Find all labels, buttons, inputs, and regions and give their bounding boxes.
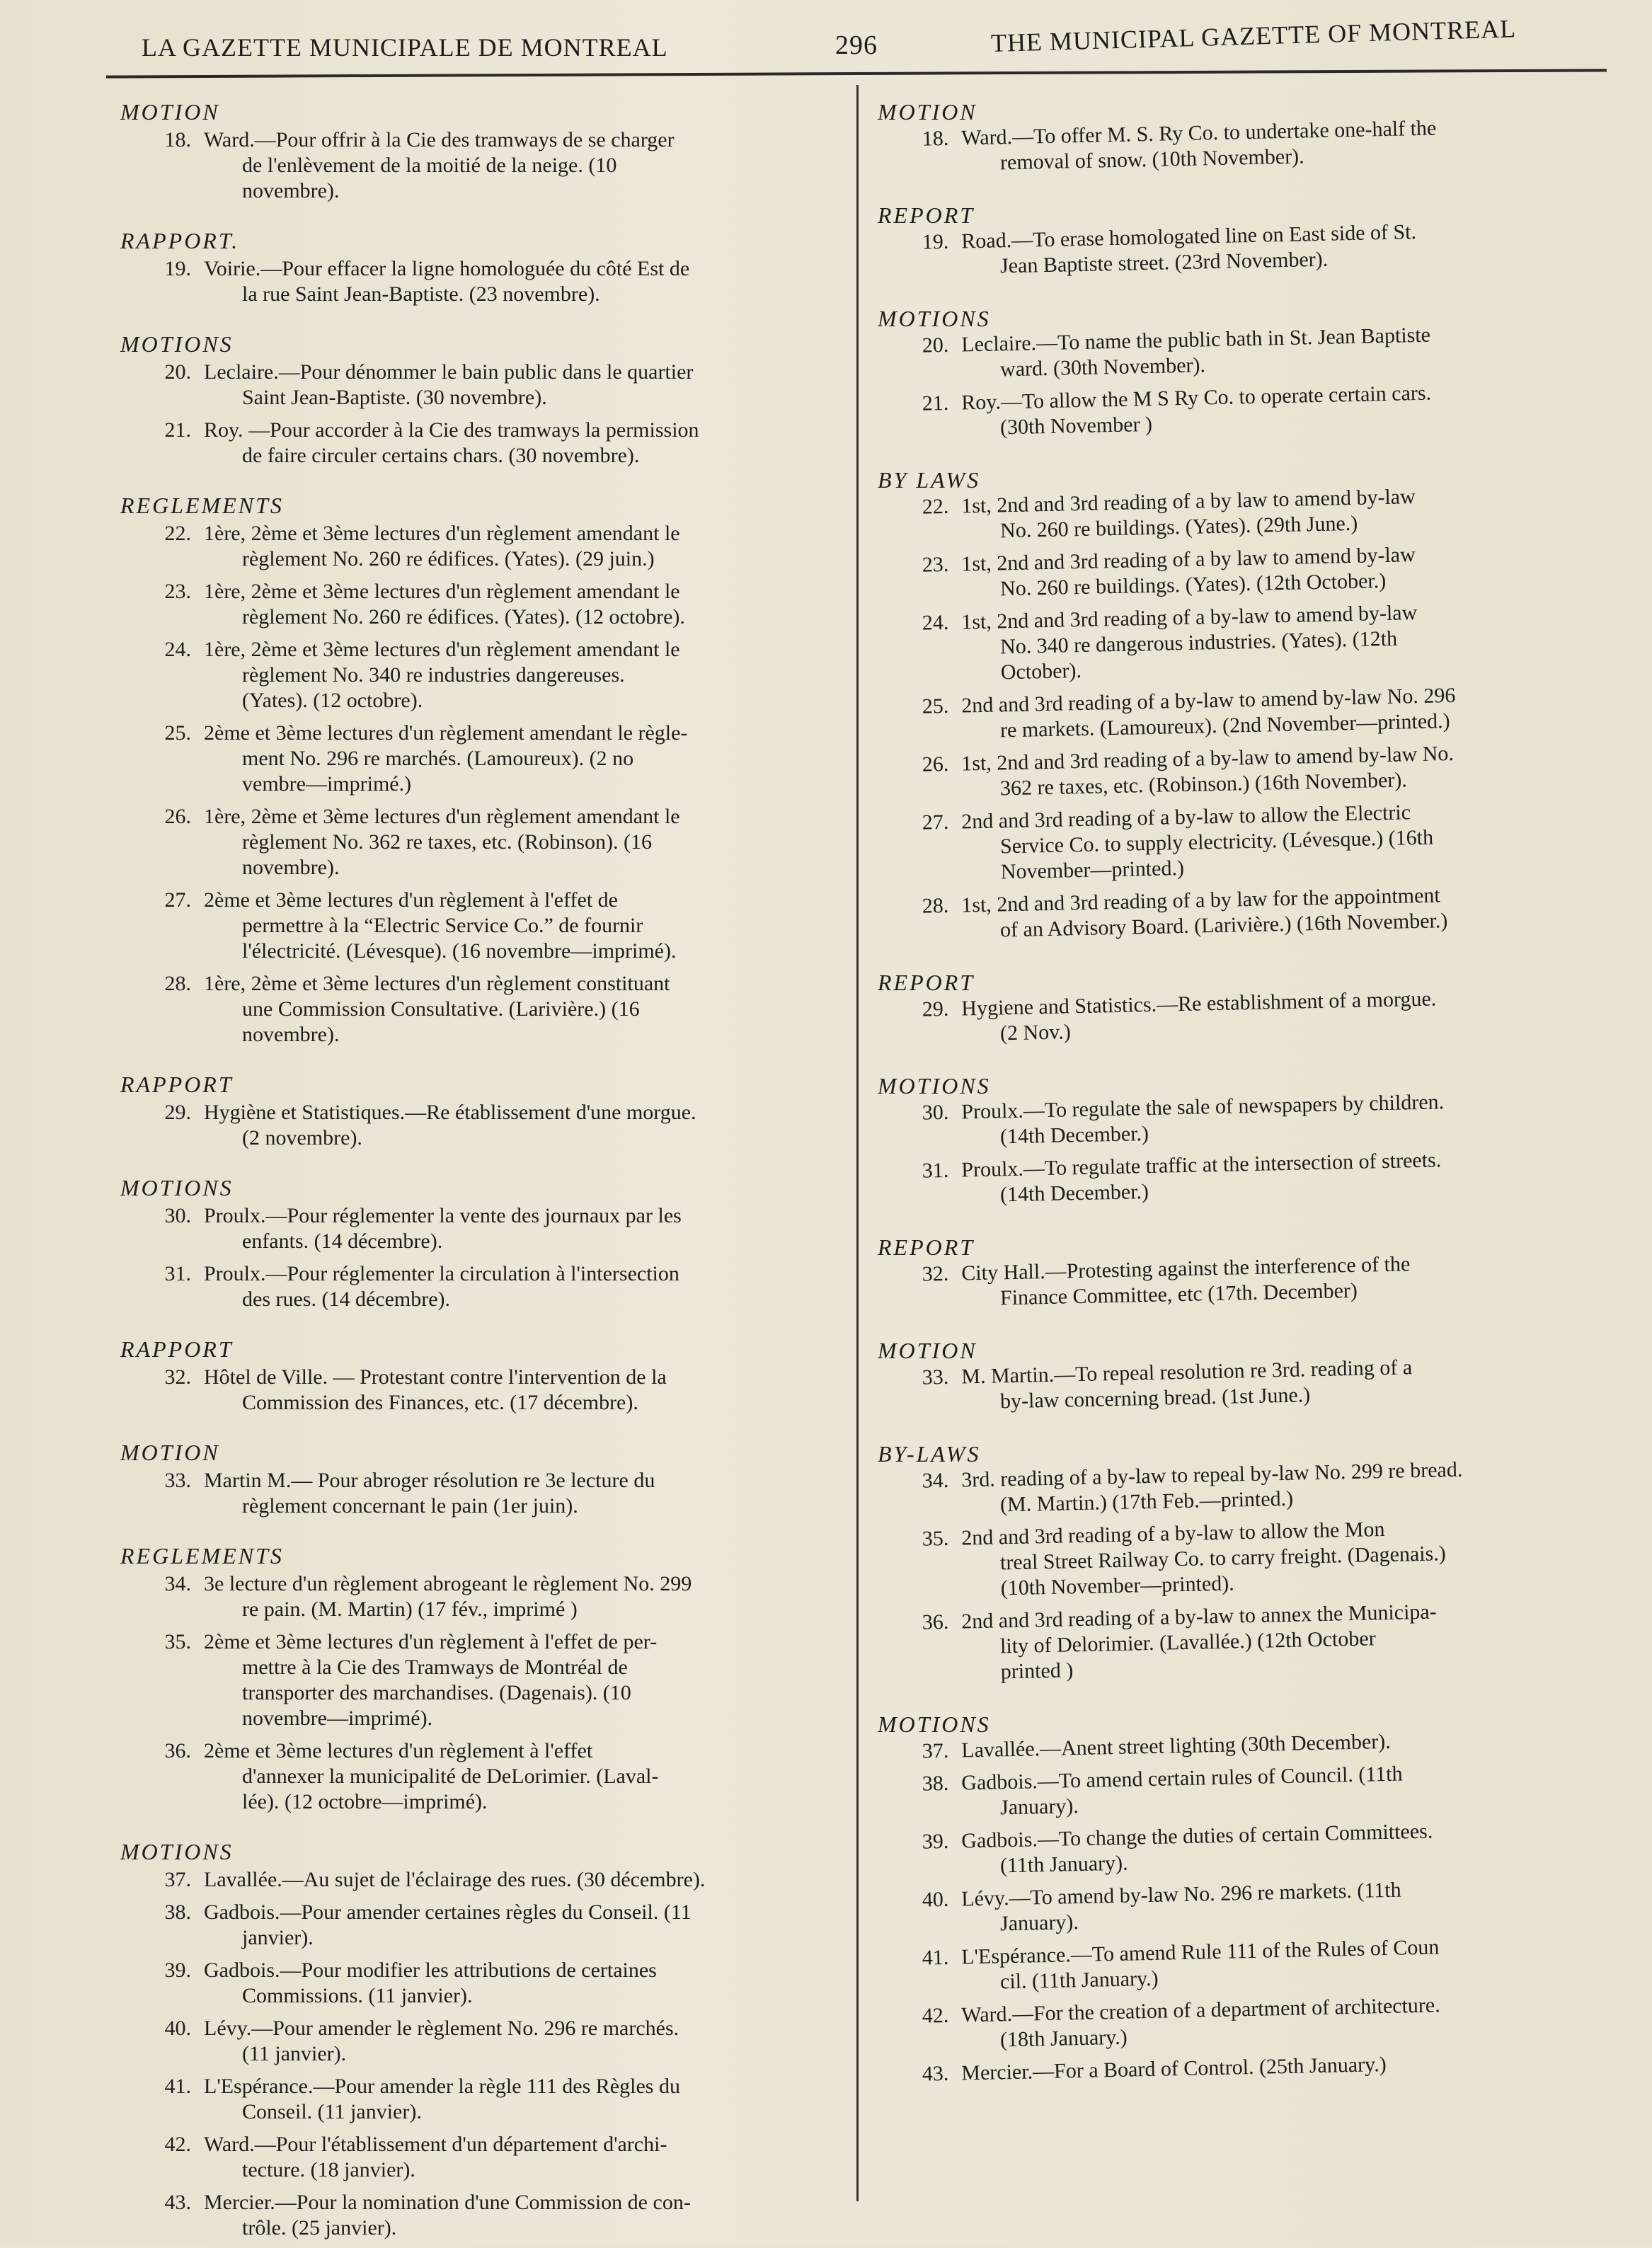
agenda-item (878, 597, 1587, 688)
item-number: 43. (922, 2061, 949, 2086)
item-number: 21. (922, 391, 949, 415)
item-number: 33. (922, 1365, 949, 1389)
item-line: vembre—imprimé.) (242, 772, 412, 796)
item-text (204, 721, 849, 797)
item-text (204, 1571, 849, 1622)
item-line: printed ) (1000, 1658, 1074, 1684)
item-line: November—printed.) (1000, 856, 1185, 884)
item-text (204, 637, 849, 713)
item-number: 36. (922, 1610, 949, 1634)
item-text (204, 521, 849, 572)
item-line: une Commission Consultative. (Larivière.) (16 (242, 997, 640, 1021)
item-line: ment No. 296 re marchés. (Lamoureux). (2 no (242, 747, 634, 770)
section-heading: MOTIONS (878, 1073, 991, 1099)
item-line: (2 Nov.) (999, 1020, 1072, 1045)
section-heading: MOTION (120, 99, 220, 125)
item-number: 24. (164, 638, 191, 661)
agenda-item (120, 256, 849, 307)
item-line: Jean Baptiste street. (23rd November). (999, 247, 1329, 278)
item-number: 19. (164, 257, 191, 280)
item-line: règlement concernant le pain (1er juin). (242, 1494, 578, 1518)
item-number: 29. (164, 1101, 191, 1124)
section-heading: MOTIONS (878, 306, 991, 331)
item-line: Gadbois.—To change the duties of certain Committees. (960, 1819, 1433, 1853)
agenda-item (878, 1874, 1586, 1939)
section-heading: REGLEMENTS (120, 493, 284, 518)
english-column (878, 99, 1585, 2095)
item-number: 20. (164, 360, 191, 384)
item-line: lée). (12 octobre—imprimé). (242, 1790, 488, 1813)
item-text (204, 1468, 849, 1519)
item-line: City Hall.—Protesting against the interference of the (960, 1252, 1411, 1285)
item-line: Service Co. to supply electricity. (Lévesque.) (16th (999, 825, 1434, 859)
item-text (204, 1203, 849, 1254)
item-line: January). (999, 1910, 1079, 1936)
item-number: 34. (922, 1468, 949, 1493)
item-line: 2nd and 3rd reading of a by-law to allow the Mon (960, 1518, 1385, 1550)
item-line: Saint Jean-Baptiste. (30 novembre). (242, 386, 547, 409)
agenda-item (120, 637, 849, 713)
item-number: 22. (164, 522, 191, 545)
section-heading: REPORT (878, 1234, 975, 1260)
item-text (204, 1100, 849, 1151)
item-line: ward. (30th November). (999, 353, 1206, 382)
agenda-item (120, 1867, 849, 1893)
item-line: (11th January). (999, 1851, 1128, 1878)
item-line: 1ère, 2ème et 3ème lectures d'un règlement amendant le (204, 638, 680, 661)
page-number: 296 (835, 30, 878, 60)
item-line: règlement No. 362 re taxes, etc. (Robinson). (16 (242, 830, 653, 854)
item-line: 2ème et 3ème lectures d'un règlement à l'effet de (204, 888, 618, 912)
column-divider (856, 85, 859, 2201)
item-line: Mercier.—Pour la nomination d'une Commission de con- (204, 2191, 691, 2214)
agenda-item (120, 2016, 849, 2067)
item-line: Gadbois.—To amend certain rules of Council. (11th (960, 1762, 1403, 1795)
item-text (961, 539, 1586, 602)
item-text (204, 2074, 849, 2125)
section-heading: REGLEMENTS (120, 1543, 284, 1569)
item-text (204, 418, 849, 469)
agenda-item (878, 1596, 1587, 1687)
item-line: novembre). (242, 179, 340, 202)
item-line: Hygiene and Statistics.—Re establishment of a morgue. (960, 987, 1437, 1021)
item-line: 1st, 2nd and 3rd reading of a by law for the appointment (960, 883, 1441, 917)
item-text (204, 1958, 849, 2009)
item-line: October). (1000, 658, 1082, 684)
agenda-item (120, 2190, 849, 2241)
item-number: 41. (164, 2075, 191, 2098)
section-heading: REPORT (878, 970, 975, 995)
item-line: (11 janvier). (242, 2042, 347, 2065)
item-text (204, 1365, 849, 1416)
item-line: L'Espérance.—Pour amender la règle 111 des Règles du (204, 2075, 680, 2098)
section-heading: MOTIONS (878, 1711, 991, 1737)
item-line: la rue Saint Jean-Baptiste. (23 novembre). (242, 282, 600, 306)
section-heading: RAPPORT (120, 1336, 234, 1362)
item-line: 3e lecture d'un règlement abrogeant le règlement No. 299 (204, 1572, 692, 1595)
agenda-item (120, 1100, 849, 1151)
item-text (204, 360, 849, 411)
section-heading: RAPPORT. (120, 228, 240, 253)
item-line: 1ère, 2ème et 3ème lectures d'un règlement constituant (204, 972, 670, 995)
item-line: (Yates). (12 octobre). (242, 689, 423, 712)
agenda-item (120, 1900, 849, 1951)
section-heading: BY-LAWS (878, 1441, 981, 1467)
item-line: Hygiène et Statistiques.—Re établissement d'une morgue. (204, 1101, 696, 1124)
item-line: Lévy.—To amend by-law No. 296 re markets. (11th (960, 1878, 1401, 1911)
item-number: 28. (922, 893, 949, 918)
item-line: 2nd and 3rd reading of a by-law to allow the Electric (960, 801, 1411, 834)
item-text (204, 1738, 849, 1815)
agenda-item (878, 1757, 1586, 1823)
item-number: 30. (164, 1204, 191, 1227)
section-heading: REPORT (878, 202, 975, 228)
item-line: novembre). (242, 856, 340, 879)
item-text (204, 1261, 849, 1312)
item-text (961, 1513, 1587, 1602)
item-text (204, 888, 849, 964)
header-title-french: LA GAZETTE MUNICIPALE DE MONTREAL (142, 33, 668, 62)
item-number: 39. (164, 1959, 191, 1982)
item-line: 1ère, 2ème et 3ème lectures d'un règlement amendant le (204, 805, 680, 828)
item-line: removal of snow. (10th November). (999, 144, 1304, 175)
item-number: 36. (164, 1739, 191, 1762)
item-text (204, 2190, 849, 2241)
agenda-item (120, 1468, 849, 1519)
item-text (961, 2048, 1586, 2086)
item-number: 42. (922, 2003, 949, 2028)
item-number: 41. (922, 1945, 949, 1970)
item-text (961, 1990, 1586, 2053)
item-number: 40. (164, 2017, 191, 2040)
item-line: Hôtel de Ville. — Protestant contre l'intervention de la (204, 1365, 667, 1389)
item-number: 38. (164, 1900, 191, 1924)
item-line: Gadbois.—Pour modifier les attributions de certaines (204, 1959, 657, 1982)
item-number: 35. (164, 1630, 191, 1653)
item-line: No. 260 re buildings. (Yates). (12th October.) (999, 568, 1387, 601)
agenda-item (878, 738, 1586, 804)
item-number: 20. (922, 333, 949, 357)
agenda-item (120, 418, 849, 469)
item-number: 32. (922, 1261, 949, 1286)
item-line: Conseil. (11 janvier). (242, 2100, 422, 2123)
item-line: (30th November ) (999, 412, 1153, 440)
section-heading: MOTION (120, 1440, 220, 1465)
item-number: 32. (164, 1365, 191, 1389)
item-line: novembre—imprimé). (242, 1707, 433, 1730)
item-line: 1ère, 2ème et 3ème lectures d'un règlement amendant le (204, 522, 680, 545)
item-line: règlement No. 340 re industries dangereuses. (242, 663, 625, 687)
agenda-item (878, 1932, 1586, 1997)
item-line: Lévy.—Pour amender le règlement No. 296 re marchés. (204, 2017, 679, 2040)
item-number: 40. (922, 1887, 949, 1912)
agenda-item (878, 2048, 1586, 2088)
item-number: 24. (922, 610, 949, 635)
item-line: 1ère, 2ème et 3ème lectures d'un règlement amendant le (204, 580, 680, 603)
item-number: 26. (164, 805, 191, 828)
item-line: de faire circuler certains chars. (30 novembre). (242, 444, 640, 467)
item-number: 22. (922, 494, 949, 519)
item-text (204, 579, 849, 630)
item-line: novembre). (242, 1023, 340, 1046)
item-line: Leclaire.—To name the public bath in St. Jean Baptiste (960, 323, 1431, 357)
item-line: No. 340 re dangerous industries. (Yates). (12th (999, 626, 1398, 659)
item-line: janvier). (242, 1926, 314, 1949)
agenda-item (878, 880, 1586, 946)
item-text (204, 2016, 849, 2067)
agenda-item (878, 1816, 1586, 1881)
agenda-item (120, 521, 849, 572)
agenda-item (120, 2074, 849, 2125)
french-column (120, 99, 849, 2248)
item-line: Proulx.—Pour réglementer la vente des journaux par les (204, 1204, 682, 1227)
item-text (204, 804, 849, 881)
agenda-item (878, 796, 1587, 888)
item-line: 1st, 2nd and 3rd reading of a by-law to amend by-law No. (960, 741, 1455, 776)
item-text (961, 796, 1587, 885)
item-line: 1st, 2nd and 3rd reading of a by law to amend by-law (960, 485, 1416, 518)
item-number: 37. (922, 1738, 949, 1763)
item-number: 29. (922, 997, 949, 1021)
item-number: 18. (164, 128, 191, 151)
item-number: 37. (164, 1868, 191, 1891)
item-number: 38. (922, 1771, 949, 1796)
item-line: 2nd and 3rd reading of a by-law to annex the Municipa- (960, 1600, 1438, 1634)
item-number: 21. (164, 418, 191, 442)
item-line: Proulx.—To regulate traffic at the intersection of streets. (960, 1148, 1442, 1182)
item-number: 23. (922, 552, 949, 577)
agenda-item (120, 1261, 849, 1312)
item-line: Commissions. (11 janvier). (242, 1984, 473, 2007)
item-line: Ward.—To offer M. S. Ry Co. to undertake one-half the (960, 116, 1437, 150)
item-line: (14th December.) (999, 1179, 1149, 1207)
item-text (961, 1874, 1586, 1937)
item-line: Roy. —Pour accorder à la Cie des tramways la permission (204, 418, 699, 442)
item-text (204, 256, 849, 307)
agenda-item (120, 721, 849, 797)
item-text (204, 127, 849, 204)
item-number: 25. (164, 721, 191, 745)
item-line: de l'enlèvement de la moitié de la neige. (10 (242, 154, 617, 177)
item-number: 18. (922, 126, 949, 151)
item-number: 28. (164, 972, 191, 995)
item-line: cil. (11th January.) (999, 1966, 1159, 1994)
agenda-item (120, 127, 849, 204)
item-line: transporter des marchandises. (Dagenais). (10 (242, 1681, 631, 1704)
agenda-item (120, 1738, 849, 1815)
item-text (204, 1629, 849, 1731)
item-number: 25. (922, 694, 949, 718)
item-line: Lavallée.—Au sujet de l'éclairage des rues. (30 décembre). (204, 1868, 706, 1891)
item-line: 3rd. reading of a by-law to repeal by-law No. 299 re bread. (960, 1457, 1463, 1492)
item-line: 2ème et 3ème lectures d'un règlement à l'effet de per- (204, 1630, 658, 1653)
item-text (961, 738, 1586, 802)
item-line: tecture. (18 janvier). (242, 2158, 415, 2181)
agenda-item (120, 1629, 849, 1731)
item-line: Ward.—Pour l'établissement d'un département d'archi- (204, 2133, 667, 2156)
item-line: Leclaire.—Pour dénommer le bain public dans le quartier (204, 360, 694, 384)
item-line: règlement No. 260 re édifices. (Yates). (29 juin.) (242, 547, 655, 570)
item-number: 31. (164, 1262, 191, 1285)
section-heading: MOTIONS (120, 331, 234, 357)
item-text (961, 680, 1586, 744)
item-line: permettre à la “Electric Service Co.” de fournir (242, 914, 643, 937)
item-line: trôle. (25 janvier). (242, 2216, 397, 2240)
item-number: 42. (164, 2133, 191, 2156)
item-number: 19. (922, 229, 949, 254)
item-text (961, 597, 1587, 686)
item-line: (M. Martin.) (17th Feb.—printed.) (999, 1486, 1294, 1517)
agenda-item (120, 1203, 849, 1254)
item-line: Gadbois.—Pour amender certaines règles du Conseil. (11 (204, 1900, 692, 1924)
agenda-item (120, 804, 849, 881)
item-line: Mercier.—For a Board of Control. (25th January.) (960, 2052, 1387, 2085)
page-header (142, 14, 1571, 68)
header-title-english: THE MUNICIPAL GAZETTE OF MONTREAL (990, 14, 1517, 57)
item-number: 30. (922, 1100, 949, 1125)
item-text (204, 2132, 849, 2183)
item-number: 34. (164, 1572, 191, 1595)
item-line: Lavallée.—Anent street lighting (30th December). (960, 1729, 1392, 1762)
item-line: d'annexer la municipalité de DeLorimier. (Laval- (242, 1765, 659, 1788)
item-line: 362 re taxes, etc. (Robinson.) (16th November). (999, 768, 1408, 801)
item-line: (10th November—printed). (1000, 1571, 1235, 1600)
agenda-item (878, 539, 1586, 604)
agenda-item (878, 1145, 1586, 1210)
item-line: Proulx.—Pour réglementer la circulation à l'intersection (204, 1262, 679, 1285)
item-line: Finance Committee, etc (17th. December) (999, 1278, 1358, 1310)
item-line: M. Martin.—To repeal resolution re 3rd. reading of a (960, 1355, 1413, 1389)
item-number: 39. (922, 1829, 949, 1854)
item-number: 26. (922, 752, 949, 776)
item-line: Road.—To erase homologated line on East side of St. (960, 220, 1417, 253)
section-heading: MOTIONS (120, 1839, 234, 1864)
agenda-item (878, 1513, 1587, 1604)
item-text (961, 1757, 1586, 1821)
item-line: mettre à la Cie des Tramways de Montréal de (242, 1656, 628, 1679)
section-heading: BY LAWS (878, 467, 981, 493)
item-text (961, 1932, 1586, 1995)
item-line: (18th January.) (999, 2025, 1128, 2052)
item-number: 31. (922, 1158, 949, 1183)
item-line: Commission des Finances, etc. (17 décembre). (242, 1391, 638, 1414)
agenda-item (120, 1571, 849, 1622)
section-heading: MOTION (878, 99, 977, 125)
item-line: L'Espérance.—To amend Rule 111 of the Rules of Coun (960, 1935, 1440, 1969)
item-text (961, 1145, 1586, 1208)
agenda-item (120, 579, 849, 630)
agenda-item (878, 1990, 1586, 2055)
item-text (204, 1867, 849, 1893)
item-line: 2ème et 3ème lectures d'un règlement à l'effet (204, 1739, 593, 1762)
agenda-item (120, 1365, 849, 1416)
item-line: lity of Delorimier. (Lavallée.) (12th October (999, 1627, 1376, 1658)
item-line: Ward.—For the creation of a department of architecture. (960, 1993, 1440, 2027)
item-line: January). (999, 1794, 1079, 1820)
item-line: (14th December.) (999, 1121, 1149, 1149)
item-line: re markets. (Lamoureux). (2nd November—printed.) (999, 709, 1450, 742)
item-line: Proulx.—To regulate the sale of newspapers by children. (960, 1090, 1445, 1124)
item-line: 1st, 2nd and 3rd reading of a by-law to amend by-law (960, 601, 1418, 634)
item-line: règlement No. 260 re édifices. (Yates). (12 octobre). (242, 605, 685, 629)
item-number: 43. (164, 2191, 191, 2214)
item-line: l'électricité. (Lévesque). (16 novembre—imprimé). (242, 939, 677, 963)
item-line: treal Street Railway Co. to carry freight. (Dagenais.) (999, 1542, 1447, 1575)
agenda-item (120, 360, 849, 411)
item-line: 2ème et 3ème lectures d'un règlement amendant le règle- (204, 721, 688, 745)
header-rule (106, 69, 1607, 78)
item-text (961, 1816, 1586, 1879)
agenda-item (120, 2132, 849, 2183)
agenda-item (120, 1958, 849, 2009)
item-line: of an Advisory Board. (Larivière.) (16th November.) (999, 909, 1448, 942)
item-number: 27. (164, 888, 191, 912)
section-heading: RAPPORT (120, 1072, 234, 1097)
item-line: 2nd and 3rd reading of a by-law to amend by-law No. 296 (960, 683, 1456, 718)
item-number: 35. (922, 1526, 949, 1551)
section-heading: MOTION (878, 1338, 977, 1363)
agenda-item (120, 888, 849, 964)
agenda-item (878, 377, 1586, 443)
agenda-item (120, 971, 849, 1048)
item-line: Voirie.—Pour effacer la ligne homologuée du côté Est de (204, 257, 690, 280)
item-line: 1st, 2nd and 3rd reading of a by law to amend by-law (960, 543, 1416, 576)
item-line: Roy.—To allow the M S Ry Co. to operate certain cars. (960, 381, 1432, 415)
item-line: (2 novembre). (242, 1126, 362, 1149)
item-number: 33. (164, 1469, 191, 1492)
item-line: des rues. (14 décembre). (242, 1288, 451, 1311)
item-line: Ward.—Pour offrir à la Cie des tramways de se charger (204, 128, 675, 151)
item-text (961, 880, 1586, 944)
item-text (961, 1596, 1587, 1685)
item-line: No. 260 re buildings. (Yates). (29th June.) (999, 511, 1358, 543)
item-line: Martin M.— Pour abroger résolution re 3e lecture du (204, 1469, 655, 1492)
item-line: by-law concerning bread. (1st June.) (999, 1383, 1311, 1413)
item-text (204, 971, 849, 1048)
section-heading: MOTIONS (120, 1175, 234, 1200)
item-text (204, 1900, 849, 1951)
item-line: enfants. (14 décembre). (242, 1229, 443, 1253)
item-number: 27. (922, 810, 949, 835)
item-number: 23. (164, 580, 191, 603)
item-line: re pain. (M. Martin) (17 fév., imprimé ) (242, 1598, 578, 1621)
agenda-item (878, 680, 1586, 746)
item-text (961, 377, 1586, 441)
